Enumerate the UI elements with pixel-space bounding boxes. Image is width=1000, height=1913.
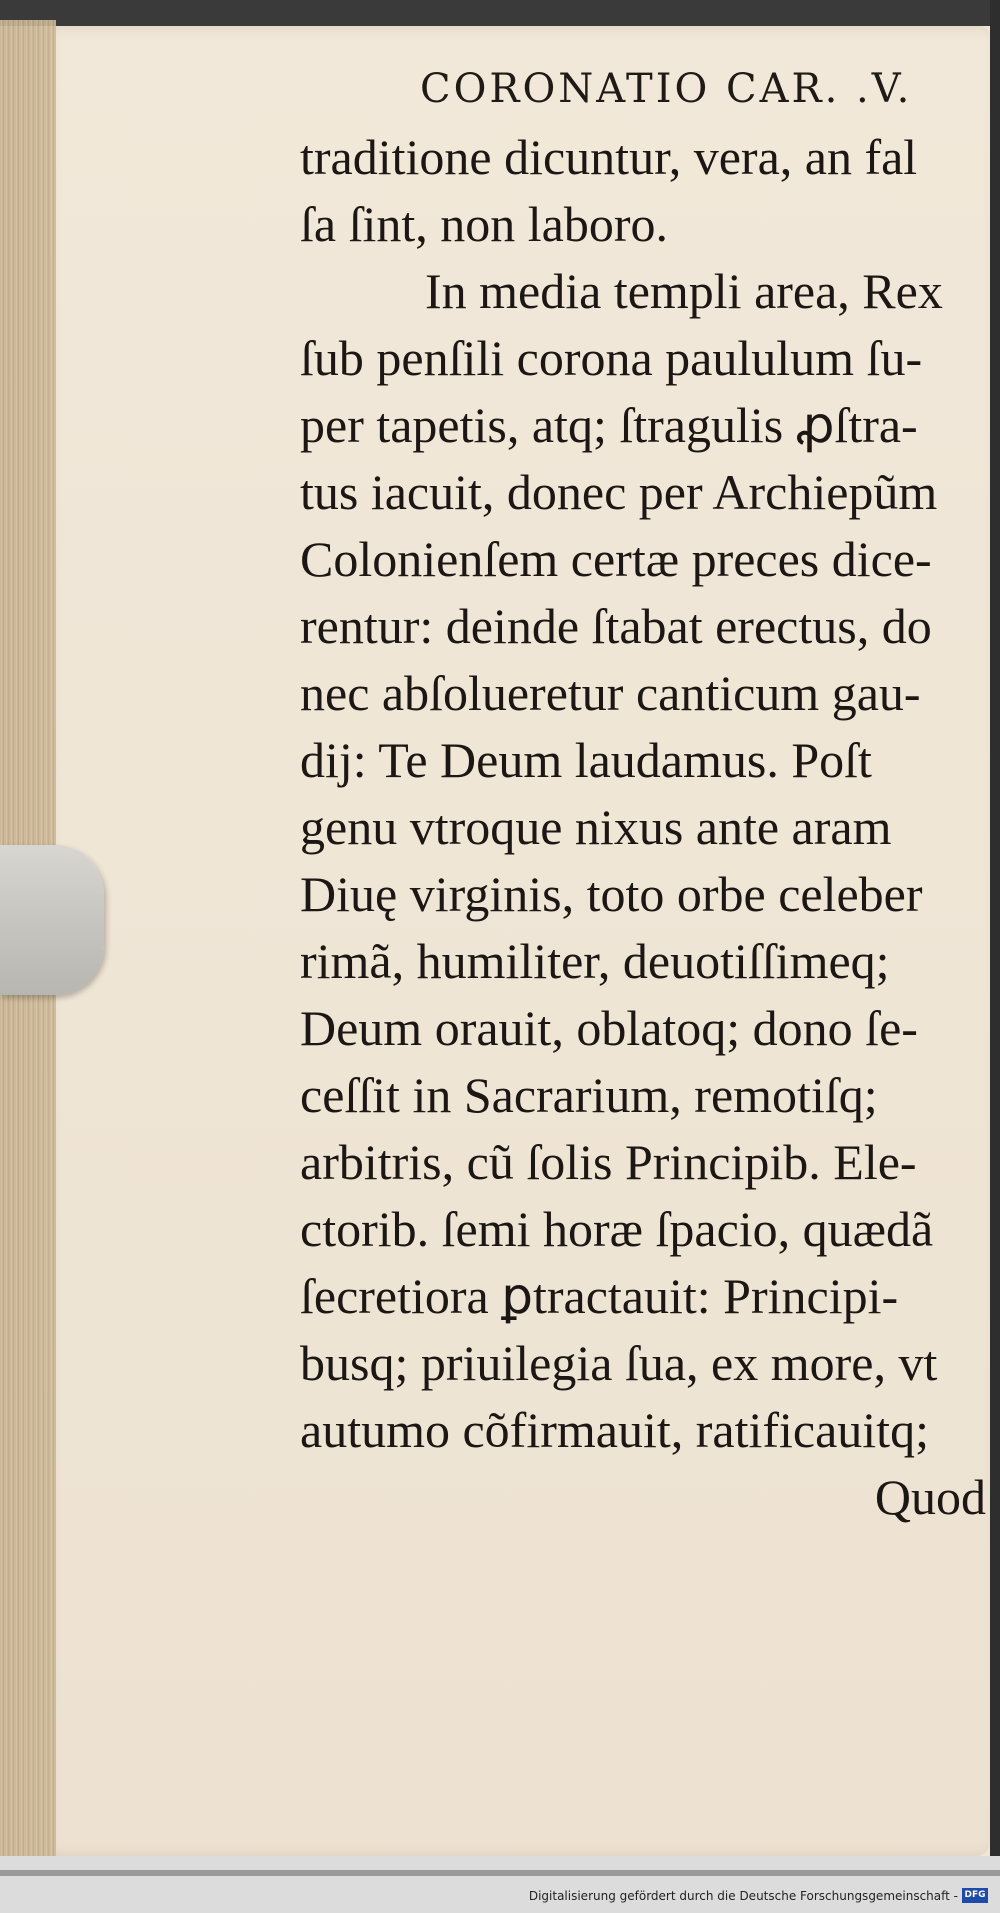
- text-line: rimã, humiliter, deuotiſſimeq;: [300, 933, 890, 989]
- catchword: Quod: [874, 1469, 986, 1525]
- text-line: In media templi area, Rex: [425, 263, 943, 319]
- scan-footer-band: [0, 1856, 1000, 1913]
- text-line: Diuę virginis, toto orbe celeber: [300, 866, 923, 922]
- digitization-credit: Digitalisierung gefördert durch die Deutsche Forschungsgemeinschaft -: [528, 1889, 958, 1903]
- body-text: [300, 124, 1000, 1531]
- text-line: rentur: deinde ſtabat erectus, do: [300, 598, 932, 654]
- scan-top-edge: [0, 0, 1000, 26]
- text-line: ſecretiora ꝑtractauit: Principi-: [300, 1268, 899, 1324]
- text-line: autumo cõfirmauit, ratificauitq;: [300, 1402, 929, 1458]
- running-header: CORONATIO CAR. .V.: [420, 66, 913, 112]
- text-line: busq; priuilegia ſua, ex more, vt: [300, 1335, 938, 1391]
- text-line: ceſſit in Sacrarium, remotiſq;: [300, 1067, 878, 1123]
- text-line: nec abſolueretur canticum gau-: [300, 665, 921, 721]
- text-line: ctorib. ſemi horæ ſpacio, quædã: [300, 1201, 934, 1257]
- text-line: Deum orauit, oblatoq; dono ſe-: [300, 1000, 918, 1056]
- scan-footer-rule: [0, 1870, 1000, 1876]
- dfg-logo: DFG: [962, 1888, 988, 1903]
- text-line: arbitris, cũ ſolis Principib. Ele-: [300, 1134, 917, 1190]
- text-line: traditione dicuntur, vera, an fal: [300, 129, 918, 185]
- text-line: per tapetis, atq; ſtragulis ꝓſtra-: [300, 397, 918, 453]
- text-line: genu vtroque nixus ante aram: [300, 799, 892, 855]
- text-line: ſub penſili corona paululum ſu-: [300, 330, 923, 386]
- text-line: ſa ſint, non laboro.: [300, 196, 668, 252]
- text-line: Colonienſem certæ preces dice-: [300, 531, 932, 587]
- page-clip: [0, 845, 104, 995]
- text-line: dij: Te Deum laudamus. Poſt: [300, 732, 872, 788]
- text-line: tus iacuit, donec per Archiepũm: [300, 464, 938, 520]
